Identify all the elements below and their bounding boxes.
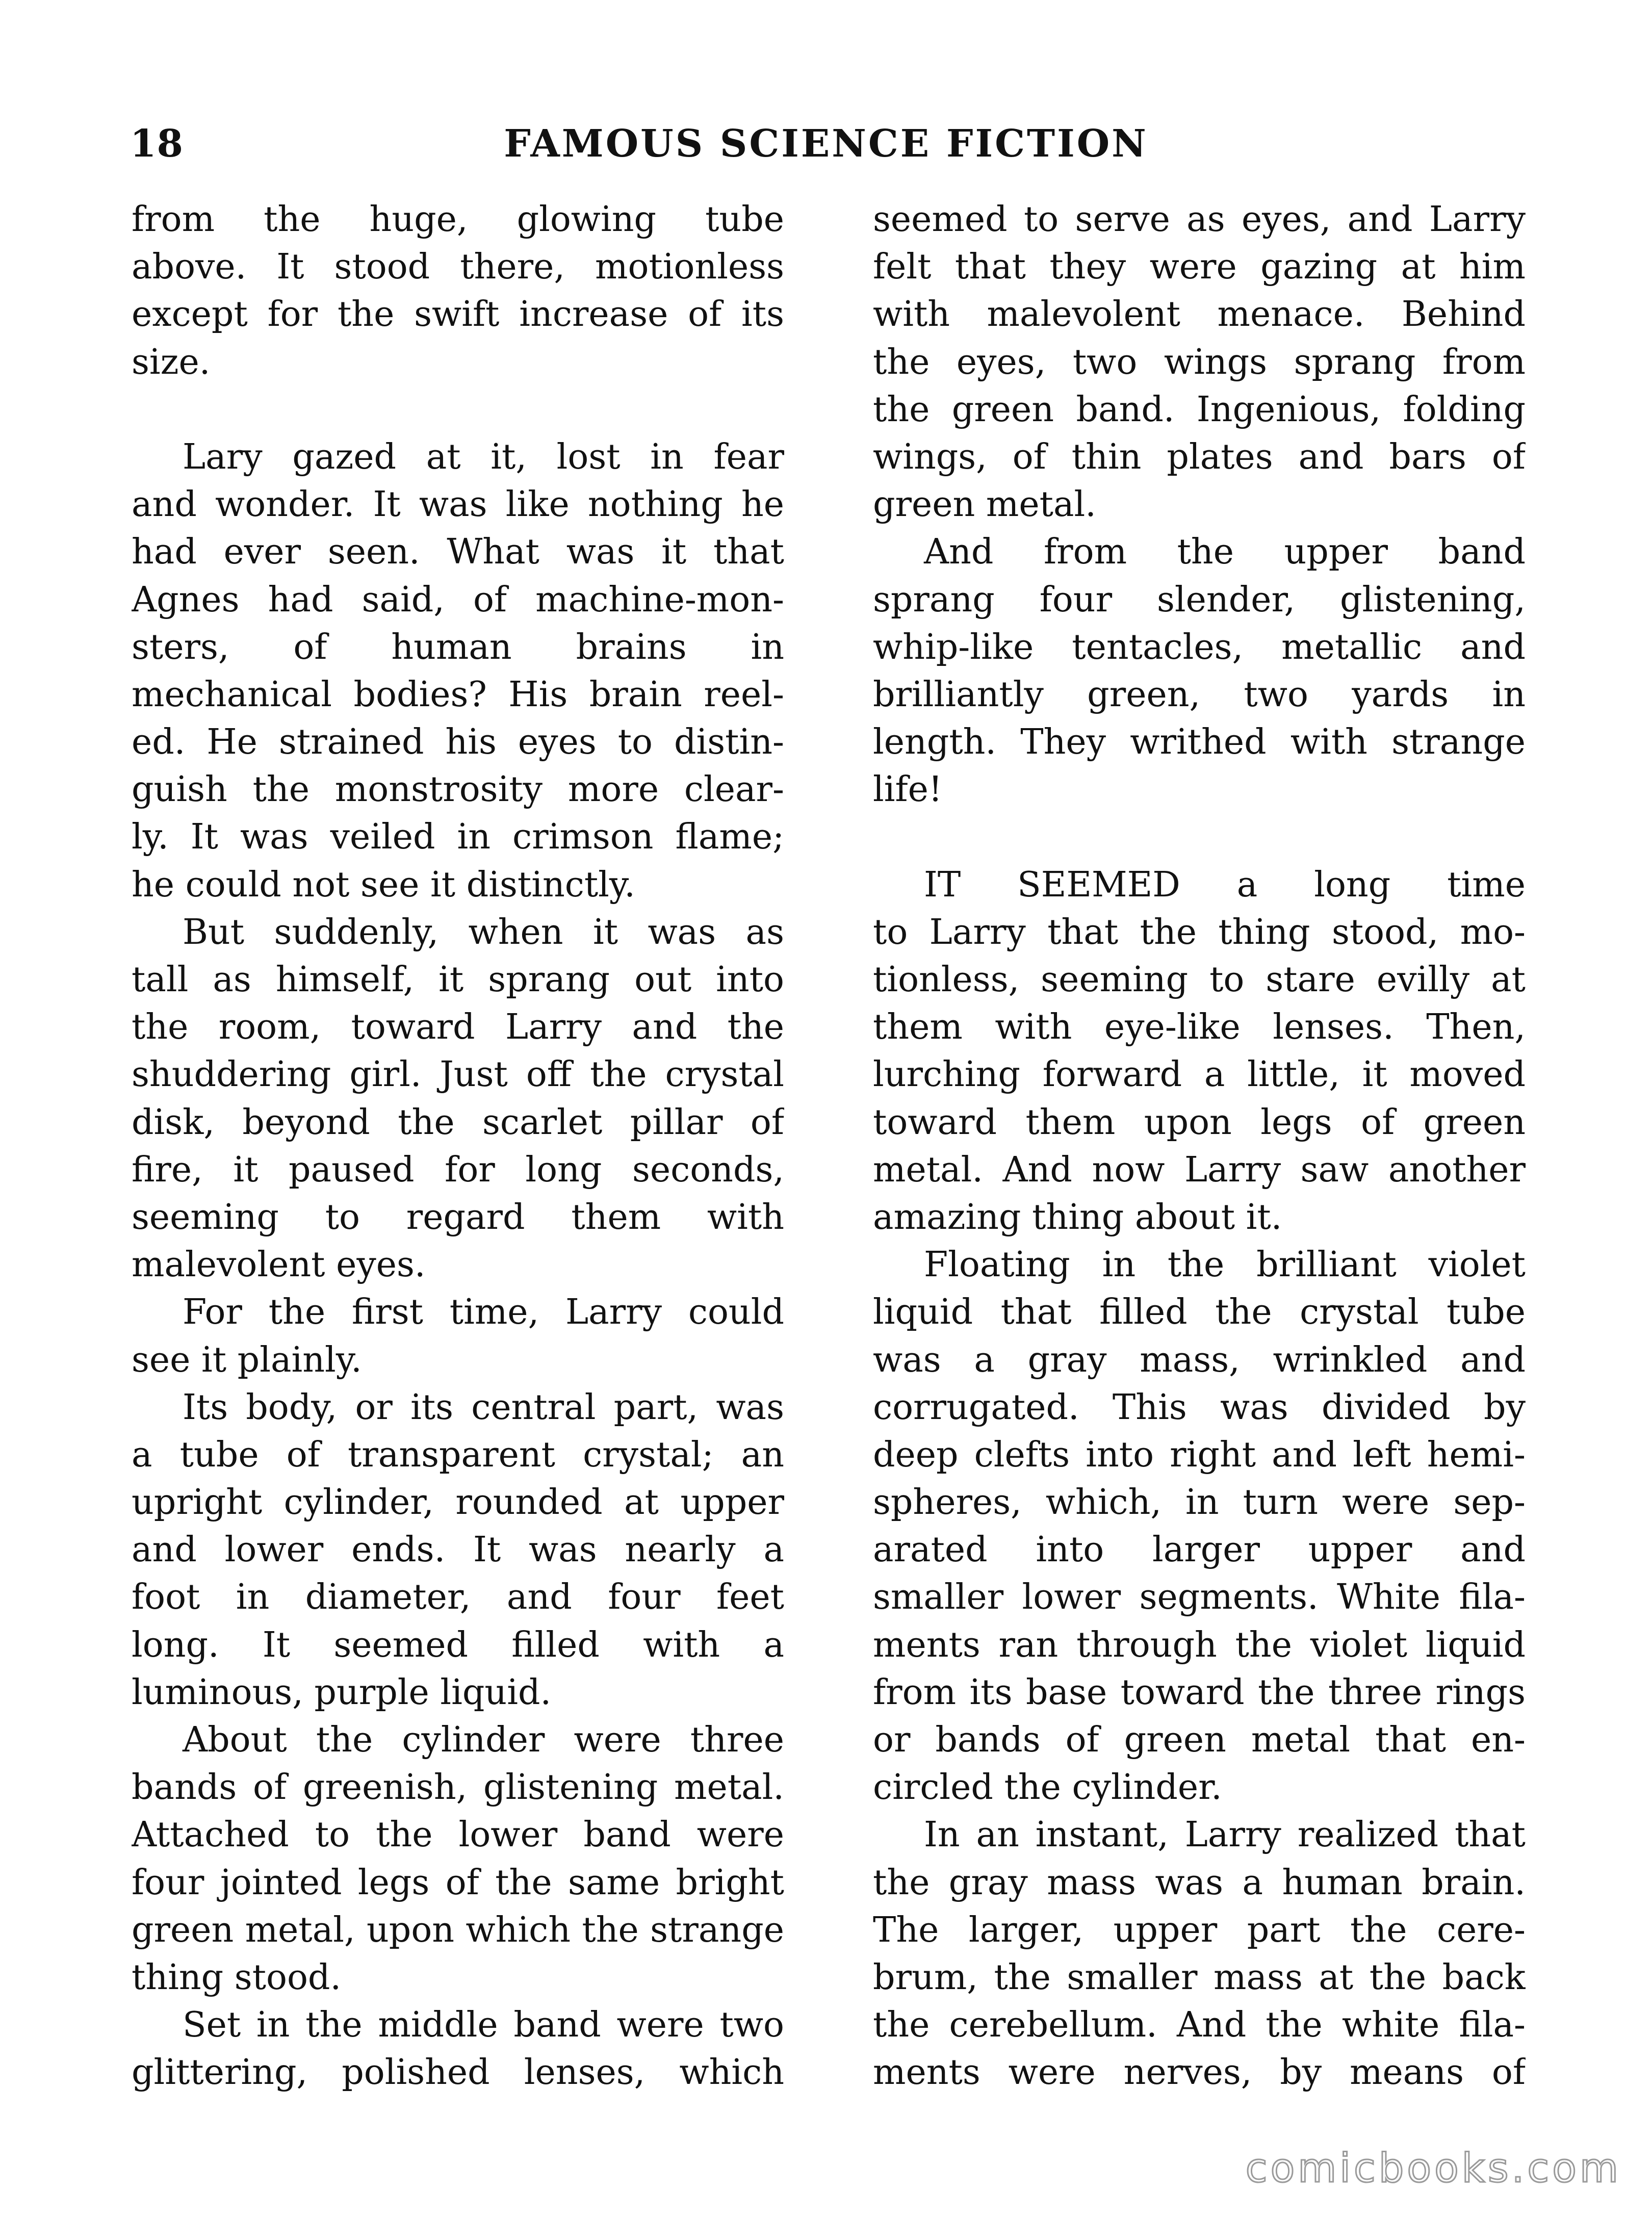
- text-line: The larger, upper part the cere-: [873, 1910, 1526, 1950]
- text-line: toward them upon legs of green: [873, 1102, 1526, 1143]
- right-text-column: [873, 196, 1526, 2097]
- text-line: had ever seen. What was it that: [132, 532, 784, 573]
- text-line: thing stood.: [132, 1957, 342, 1998]
- text-line: ments ran through the violet liquid: [873, 1624, 1526, 1665]
- text-line: sters, of human brains in: [132, 627, 784, 667]
- text-line: the green band. Ingenious, folding: [873, 389, 1526, 430]
- text-line: with malevolent menace. Behind: [873, 294, 1526, 335]
- left-text-column: [132, 196, 784, 2097]
- text-line: metal. And now Larry saw another: [873, 1149, 1526, 1190]
- text-line: was a gray mass, wrinkled and: [873, 1339, 1526, 1380]
- text-line: life!: [873, 769, 943, 810]
- text-line: the eyes, two wings sprang from: [873, 342, 1526, 382]
- text-line: brilliantly green, two yards in: [873, 674, 1526, 715]
- text-line: tionless, seeming to stare evilly at: [873, 960, 1526, 1000]
- text-line: sprang four slender, glistening,: [873, 579, 1526, 620]
- text-line: from the huge, glowing tube: [132, 199, 784, 240]
- text-line: wings, of thin plates and bars of: [873, 436, 1526, 477]
- text-line: he could not see it distinctly.: [132, 864, 635, 905]
- text-line: ed. He strained his eyes to distin-: [132, 722, 784, 763]
- text-line: luminous, purple liquid.: [132, 1672, 552, 1713]
- text-line: malevolent eyes.: [132, 1245, 426, 1285]
- watermark: comicbooks.com: [1245, 2146, 1621, 2191]
- text-line: whip-like tentacles, metallic and: [873, 627, 1526, 667]
- text-line: glittering, polished lenses, which: [132, 2052, 784, 2093]
- text-line: brum, the smaller mass at the back: [873, 1957, 1526, 1998]
- text-line: them with eye-like lenses. Then,: [873, 1007, 1526, 1048]
- text-line: circled the cylinder.: [873, 1767, 1222, 1808]
- text-line: IT SEEMED a long time: [924, 864, 1526, 905]
- text-line: Its body, or its central part, was: [183, 1387, 784, 1428]
- text-line: corrugated. This was divided by: [873, 1387, 1526, 1428]
- text-line: spheres, which, in turn were sep-: [873, 1482, 1526, 1523]
- text-line: tall as himself, it sprang out into: [132, 960, 784, 1000]
- text-line: fire, it paused for long seconds,: [132, 1149, 784, 1190]
- text-line: green metal, upon which the strange: [132, 1910, 784, 1950]
- text-line: to Larry that the thing stood, mo-: [873, 912, 1526, 952]
- text-line: the cerebellum. And the white fila-: [873, 2005, 1526, 2046]
- text-line: amazing thing about it.: [873, 1197, 1282, 1237]
- text-line: and lower ends. It was nearly a: [132, 1530, 784, 1570]
- text-line: Lary gazed at it, lost in fear: [183, 436, 784, 477]
- text-line: from its base toward the three rings: [873, 1672, 1526, 1713]
- text-line: long. It seemed filled with a: [132, 1624, 784, 1665]
- text-line: a tube of transparent crystal; an: [132, 1434, 784, 1475]
- text-line: smaller lower segments. White fila-: [873, 1577, 1526, 1618]
- text-line: and wonder. It was like nothing he: [132, 484, 784, 525]
- text-line: length. They writhed with strange: [873, 722, 1526, 763]
- text-line: foot in diameter, and four feet: [132, 1577, 784, 1618]
- text-line: guish the monstrosity more clear-: [132, 769, 784, 810]
- text-line: size.: [132, 342, 211, 382]
- text-line: Agnes had said, of machine-mon-: [132, 579, 784, 620]
- text-line: disk, beyond the scarlet pillar of: [132, 1102, 784, 1143]
- text-line: ly. It was veiled in crimson flame;: [132, 817, 784, 858]
- text-line: the room, toward Larry and the: [132, 1007, 784, 1048]
- paragraph-break: [873, 813, 1526, 861]
- text-line: shuddering girl. Just off the crystal: [132, 1054, 784, 1095]
- text-line: seemed to serve as eyes, and Larry: [873, 199, 1526, 240]
- text-line: seeming to regard them with: [132, 1197, 784, 1237]
- text-line: About the cylinder were three: [183, 1720, 784, 1760]
- text-line: But suddenly, when it was as: [183, 912, 784, 952]
- text-line: deep clefts into right and left hemi-: [873, 1434, 1526, 1475]
- text-line: lurching forward a little, it moved: [873, 1054, 1526, 1095]
- text-line: or bands of green metal that en-: [873, 1720, 1526, 1760]
- text-line: For the first time, Larry could: [183, 1292, 784, 1333]
- text-line: green metal.: [873, 484, 1096, 525]
- text-line: Attached to the lower band were: [132, 1815, 784, 1855]
- text-line: see it plainly.: [132, 1339, 362, 1380]
- text-line: felt that they were gazing at him: [873, 247, 1526, 288]
- text-line: ments were nerves, by means of: [873, 2052, 1526, 2093]
- text-line: Set in the middle band were two: [183, 2005, 784, 2046]
- text-line: mechanical bodies? His brain reel-: [132, 674, 784, 715]
- text-line: liquid that filled the crystal tube: [873, 1292, 1526, 1333]
- text-line: In an instant, Larry realized that: [924, 1815, 1526, 1855]
- text-line: the gray mass was a human brain.: [873, 1862, 1526, 1903]
- text-line: arated into larger upper and: [873, 1530, 1526, 1570]
- text-line: Floating in the brilliant violet: [924, 1245, 1526, 1285]
- text-line: above. It stood there, motionless: [132, 247, 784, 288]
- text-line: And from the upper band: [924, 532, 1526, 573]
- text-line: upright cylinder, rounded at upper: [132, 1482, 784, 1523]
- text-line: four jointed legs of the same bright: [132, 1862, 784, 1903]
- running-title: FAMOUS SCIENCE FICTION: [504, 122, 1148, 166]
- text-line: except for the swift increase of its: [132, 294, 784, 335]
- text-line: bands of greenish, glistening metal.: [132, 1767, 784, 1808]
- paragraph-break: [132, 386, 784, 433]
- page-number: 18: [130, 122, 184, 166]
